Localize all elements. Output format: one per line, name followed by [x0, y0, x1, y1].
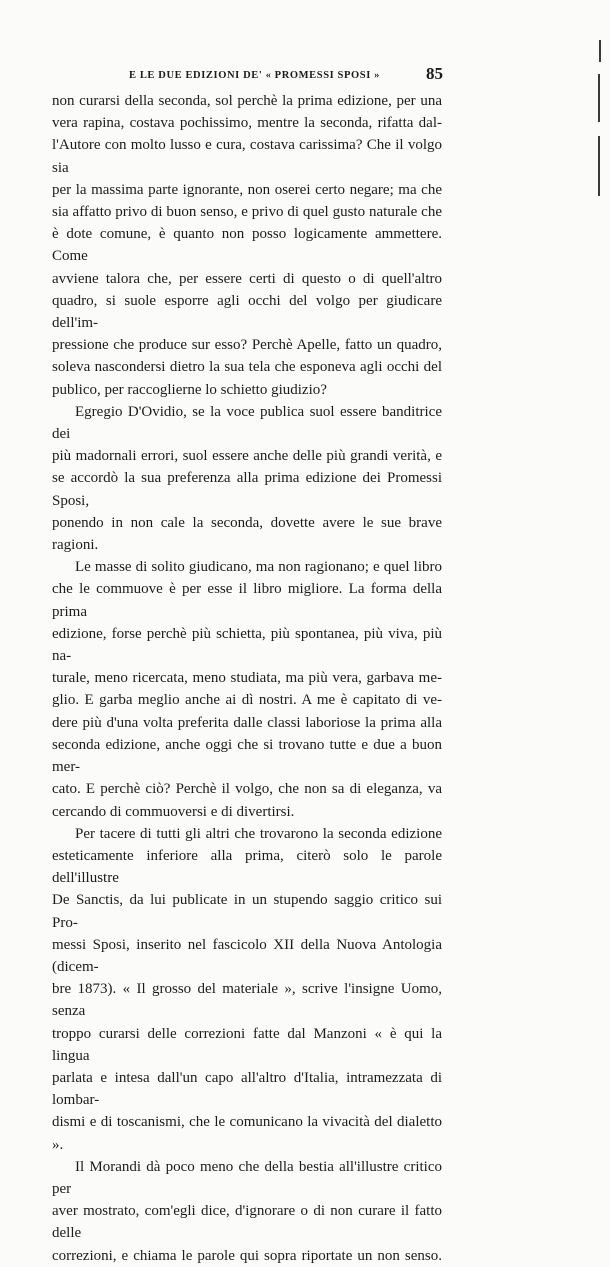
text-line: aver mostrato, com'egli dice, d'ignorare o di non curare il fatto delle	[52, 1203, 442, 1242]
text-line: che le commuove è per esse il libro migliore. La forma della prima	[52, 581, 442, 620]
text-line: se accordò la sua preferenza alla prima edizione dei Promessi Sposi,	[52, 470, 442, 509]
text-line: soleva nascondersi dietro la sua tela che esponeva agli occhi del	[52, 359, 442, 376]
text-line: esteticamente inferiore alla prima, citerò solo le parole dell'illustre	[52, 847, 442, 887]
text-line: correzioni, e chiama le parole qui sopra riportate un non senso.	[52, 1247, 442, 1264]
text-line: De Sanctis, da lui publicate in un stupendo saggio critico sui Pro-	[52, 892, 442, 931]
text-line: seconda edizione, anche oggi che si trovano tutte e due a buon mer-	[52, 736, 442, 776]
page-number: 85	[426, 64, 443, 83]
text-line: vera rapina, costava pochissimo, mentre la seconda, rifatta dal-	[52, 115, 442, 132]
text-line: dismi e di toscanismi, che le comunicano la vivacità del dialetto ».	[52, 1114, 442, 1153]
text-line: ponendo in non cale la seconda, dovette avere le sue brave ragioni.	[52, 514, 442, 554]
text-line: pressione che produce sur esso? Perchè Apelle, fatto un quadro,	[52, 337, 442, 354]
text-line: quadro, si suole esporre agli occhi del volgo per giudicare dell'im-	[52, 292, 442, 332]
text-line: bre 1873). « Il grosso del materiale », scrive l'insigne Uomo, senza	[52, 981, 442, 1020]
text-line: turale, meno ricercata, meno studiata, ma più vera, garbava me-	[52, 670, 442, 687]
text-line: cato. E perchè ciò? Perchè il volgo, che non sa di eleganza, va	[52, 781, 442, 798]
text-line: parlata e intesa dall'un capo all'altro d'Italia, intramezzata di lombar-	[52, 1069, 442, 1109]
text-line: edizione, forse perchè più schietta, più spontanea, più viva, più na-	[52, 625, 442, 665]
text-line: glio. E garba meglio anche ai dì nostri. A me è capitato di ve-	[52, 692, 442, 709]
text-line: è dote comune, è quanto non posso logicamente ammettere. Come	[52, 226, 442, 265]
text-line: messi Sposi, inserito nel fascicolo XII della Nuova Antologia (dicem-	[52, 936, 442, 975]
text-line: per la massima parte ignorante, non oserei certo negare; ma che	[52, 181, 442, 198]
text-line: publico, per raccoglierne lo schietto giudizio?	[52, 381, 327, 398]
text-line: troppo curarsi delle correzioni fatte dal Manzoni « è qui la lingua	[52, 1025, 442, 1064]
text-line: avviene talora che, per essere certi di questo o di quell'altro	[52, 270, 442, 287]
running-head: E LE DUE EDIZIONI DE' « PROMESSI SPOSI »	[129, 70, 380, 81]
text-line: Per tacere di tutti gli altri che trovarono la seconda edizione	[75, 825, 442, 842]
page-header	[52, 64, 442, 86]
text-line: Il Morandi dà poco meno che della bestia all'illustre critico per	[52, 1158, 442, 1197]
text-line: più madornali errori, suol essere anche delle più grandi verità, e	[52, 448, 442, 465]
margin-marks	[594, 40, 606, 200]
body-text	[52, 90, 442, 1267]
text-line: Le masse di solito giudicano, ma non ragionano; e quel libro	[75, 559, 442, 576]
text-line: cercando di commuoversi e di divertirsi.	[52, 803, 295, 820]
text-line: sia affatto privo di buon senso, e privo di quel gusto naturale che	[52, 204, 442, 221]
text-line: l'Autore con molto lusso e cura, costava carissima? Che il volgo sia	[52, 137, 442, 176]
text-line: non curarsi della seconda, sol perchè la prima edizione, per una	[52, 93, 442, 109]
text-line: Egregio D'Ovidio, se la voce publica suol essere banditrice dei	[52, 403, 442, 443]
text-line: dere più d'una volta preferita dalle classi laboriose la prima alla	[52, 714, 442, 731]
